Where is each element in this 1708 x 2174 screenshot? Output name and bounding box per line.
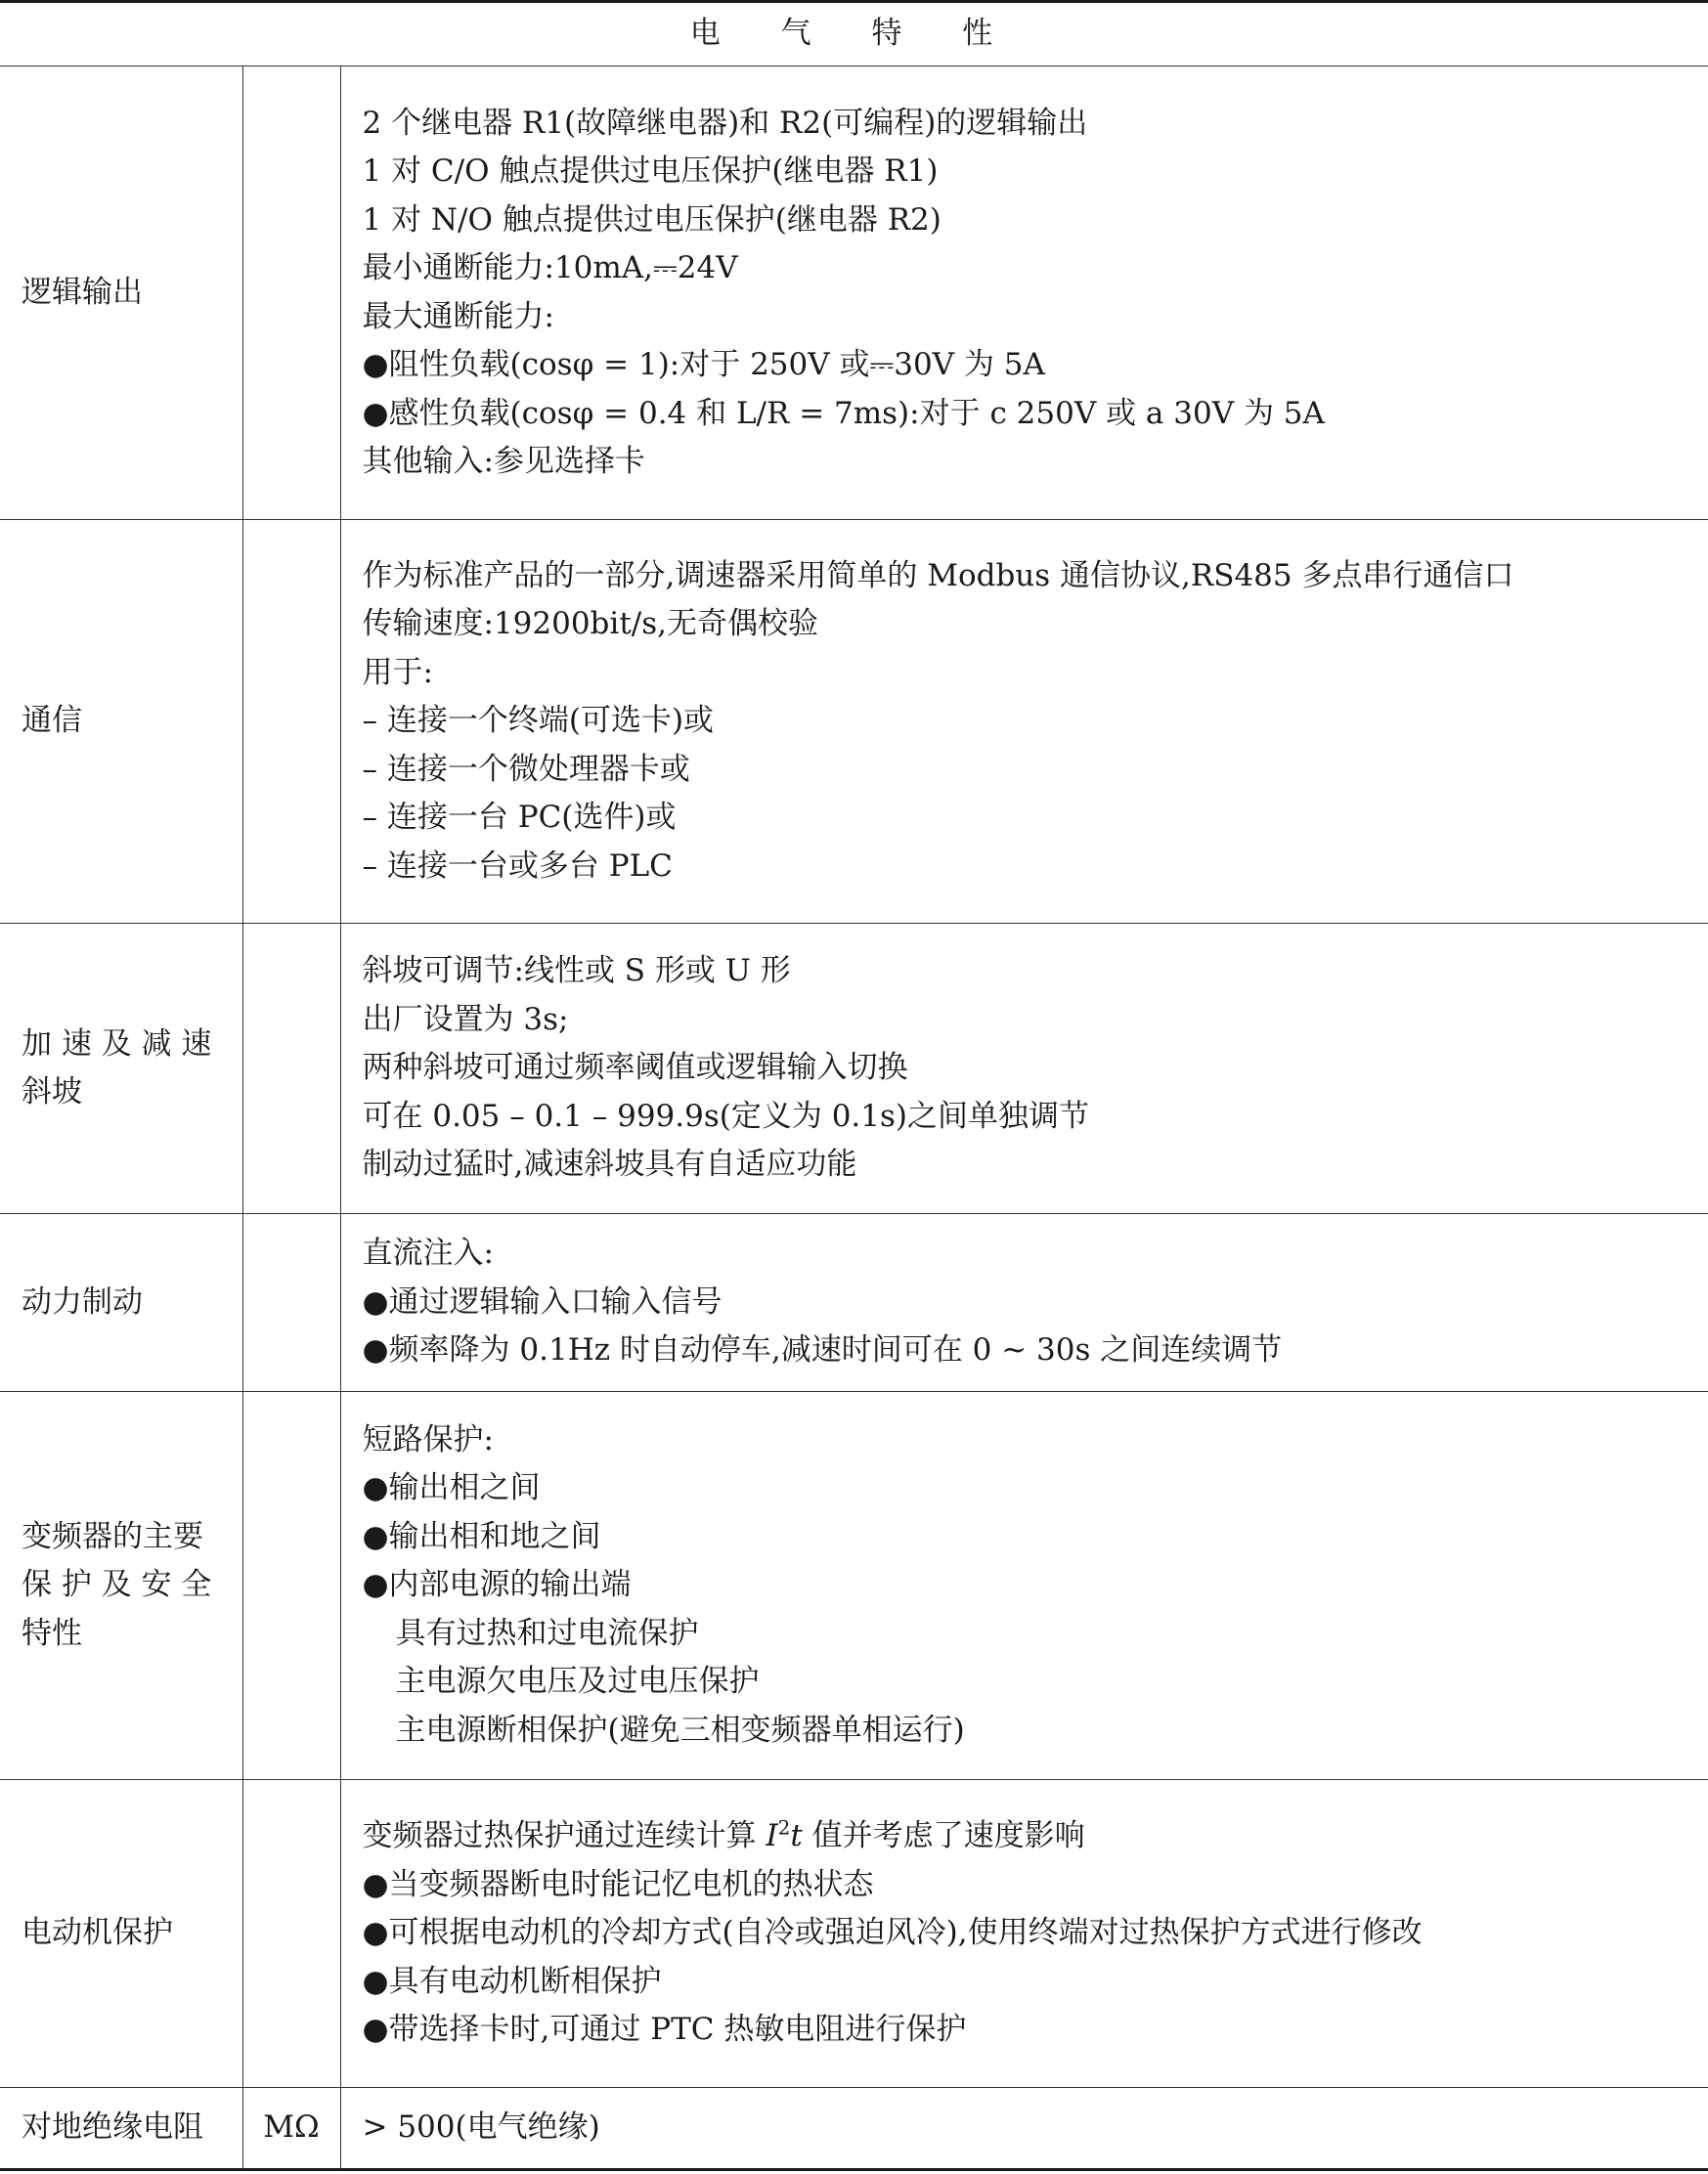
content-line: ●内部电源的输出端 [362,1567,632,1603]
content-line: 其他输入:参见选择卡 [362,444,645,479]
row-name-line: 特性 [22,1615,82,1651]
math-variable: I [766,1818,778,1854]
content-line: ●具有电动机断相保护 [362,1963,662,1999]
content-line: 可在 0.05 – 0.1 – 999.9s(定义为 0.1s)之间单独调节 [362,1098,1089,1134]
row-name: 通信 [0,520,242,924]
content-line: – 连接一台 PC(选件)或 [362,800,677,836]
row-content [340,66,1708,520]
table-row [0,520,1708,924]
content-line [363,1812,1699,1861]
table-title: 电 气 特 性 [0,2,1708,66]
content-line: 具有过热和过电流保护 [395,1615,699,1651]
row-name-line: 保 护 及 安 全 [22,1567,212,1603]
row-unit [242,924,340,1214]
table-title-row [0,2,1708,66]
row-content [340,1214,1708,1392]
content-line: – 连接一个终端(可选卡)或 [362,703,715,739]
table-row [0,1780,1708,2088]
content-line: 主电源欠电压及过电压保护 [395,1664,760,1700]
content-line: – 连接一个微处理器卡或 [362,751,690,787]
row-unit [242,1214,340,1392]
table-row [0,2088,1708,2170]
row-content [340,520,1708,924]
math-superscript: 2 [777,1815,791,1840]
row-name: 电动机保护 [0,1780,242,2088]
row-content [340,1392,1708,1780]
row-name [0,924,242,1214]
content-line: ●频率降为 0.1Hz 时自动停车,减速时间可在 0 ~ 30s 之间连续调节 [362,1332,1283,1369]
content-text: 变频器过热保护通过连续计算 [362,1818,766,1854]
row-name-line: 加 速 及 减 速 [22,1025,212,1062]
content-line: ●带选择卡时,可通过 PTC 热敏电阻进行保护 [362,2012,967,2048]
row-unit [242,1780,340,2088]
content-text: 值并考虑了速度影响 [802,1818,1085,1854]
content-line: – 连接一台或多台 PLC [362,848,673,884]
row-name: 动力制动 [0,1214,242,1392]
math-variable: t [790,1818,803,1854]
content-line: 两种斜坡可通过频率阈值或逻辑输入切换 [362,1050,908,1086]
row-unit [242,1392,340,1780]
table-row [0,66,1708,520]
table-row [0,924,1708,1214]
row-unit [242,520,340,924]
content-line: ●通过逻辑输入口输入信号 [362,1283,723,1320]
content-line: ●输出相和地之间 [362,1518,601,1554]
content-line: ●输出相之间 [362,1470,541,1506]
content-line: ●感性负载(cosφ = 0.4 和 L/R = 7ms):对于 c 250V 或 a 30V 为 5A [362,395,1325,431]
content-line: 短路保护: [362,1421,494,1457]
content-line: ●可根据电动机的冷却方式(自冷或强迫风冷),使用终端对过热保护方式进行修改 [362,1915,1423,1951]
content-line: 1 对 N/O 触点提供过电压保护(继电器 R2) [362,201,942,238]
row-content [340,924,1708,1214]
content-line: 主电源断相保护(避免三相变频器单相运行) [395,1712,965,1748]
content-line: 用于: [362,654,433,690]
row-unit [242,66,340,520]
content-line: 2 个继电器 R1(故障继电器)和 R2(可编程)的逻辑输出 [362,105,1088,141]
row-name: 逻辑输出 [0,66,242,520]
table-row [0,1214,1708,1392]
row-name: 对地绝缘电阻 [0,2088,242,2170]
content-line: 斜坡可调节:线性或 S 形或 U 形 [362,953,791,989]
content-line: 传输速度:19200bit/s,无奇偶校验 [362,606,818,642]
row-content [340,1780,1708,2088]
table-row [0,1392,1708,1780]
content-line: 制动过猛时,减速斜坡具有自适应功能 [362,1147,857,1183]
row-unit: MΩ [242,2088,340,2170]
row-name [0,1392,242,1780]
content-line: > 500(电气绝缘) [362,2109,600,2146]
content-line: 最小通断能力:10mA,⎓24V [362,250,738,285]
content-line: ●当变频器断电时能记忆电机的热状态 [362,1866,874,1902]
content-line: ●阻性负载(cosφ = 1):对于 250V 或⎓30V 为 5A [362,347,1045,382]
content-line: 1 对 C/O 触点提供过电压保护(继电器 R1) [362,153,939,189]
row-name-line: 变频器的主要 [22,1518,203,1554]
row-name-line: 斜坡 [22,1074,82,1109]
content-line: 最大通断能力: [362,298,554,334]
content-line: 作为标准产品的一部分,调速器采用简单的 Modbus 通信协议,RS485 多点串行通信口 [362,557,1514,593]
content-line: 直流注入: [362,1236,494,1272]
content-line: 出厂设置为 3s; [362,1001,569,1037]
row-content [340,2088,1708,2170]
